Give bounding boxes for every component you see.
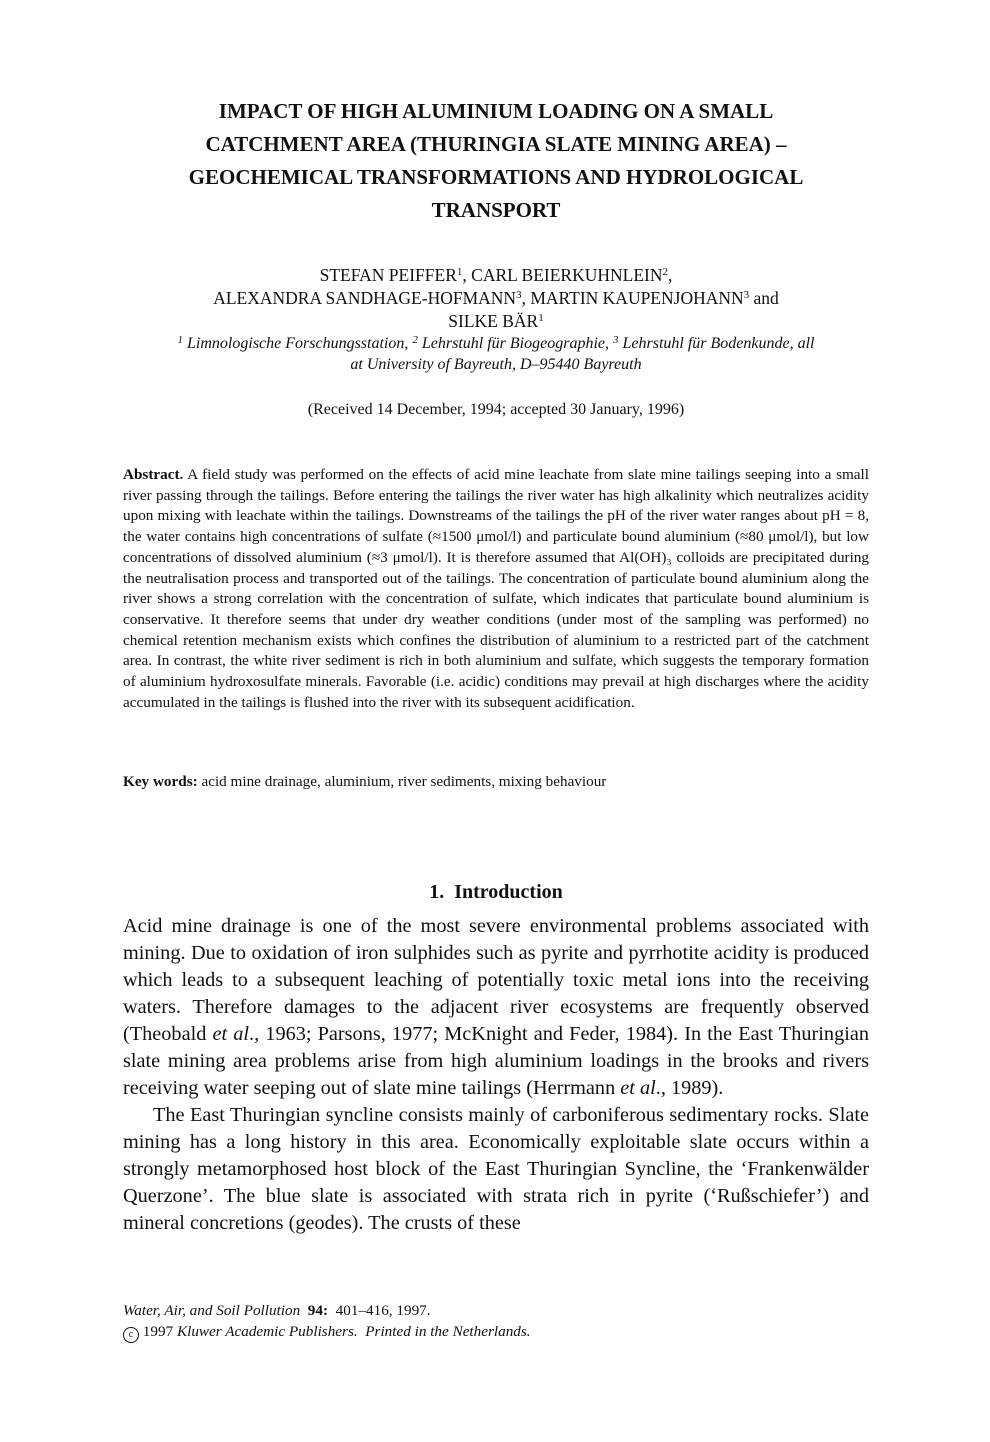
abstract-text: A field study was performed on the effects of acid mine leachate from slate mine tailings seeping into a small river passing through the tailings. Before entering the tailings the river water has high alkalinity which neutralizes acidity upon mixing with leachate within the tailings. Downstreams of the tailings the pH of the river water ranges about pH = 8, the water contains high concentrations of sulfate (≈1500 μmol/l) and particulate bound aluminium (≈80 μmol/l), but low concentrations of dissolved aluminium (≈3 μmol/l). It is therefore assumed that Al(OH)₃ colloids are precipitated during the neutralisation process and transported out of the tailings. The concentration of particulate bound aluminium along the river shows a strong correlation with the concentration of sulfate, which indicates that particulate bound aluminium is conservative. It therefore seems that under dry weather conditions (under most of the sampling was performed) no chemical retention mechanism exists which confines the distribution of aluminium to a restricted part of the catchment area. In contrast, the white river sediment is rich in both aluminium and sulfate, which suggests the temporary formation of aluminium hydroxosulfate minerals. Favorable (i.e. acidic) conditions may prevail at high discharges where the acidity accumulated in the tailings is flushed into the river with its subsequent acidification. [123, 466, 869, 711]
affil-mark: 1 [177, 334, 184, 346]
author-separator: , [668, 265, 673, 285]
paragraph-text: ., 1963; Parsons, 1977; McKnight and Feder, 1984). In the East Thuringian slate mining area problems arise from high aluminium loadings in the brooks and rivers receiving water seeping out of slate mine tailings (Herrmann [123, 1023, 869, 1099]
author-name: ALEXANDRA SANDHAGE-HOFMANN [213, 288, 517, 308]
publisher: Kluwer Academic Publishers. [176, 1323, 358, 1340]
affiliation-line [123, 333, 869, 354]
author-affil-mark: 3 [516, 289, 522, 301]
author-name: STEFAN PEIFFER [319, 265, 457, 285]
journal-volume: 94: [307, 1302, 329, 1319]
section-heading [123, 879, 869, 905]
affil-mark: 2 [412, 334, 418, 346]
author-separator: , [462, 265, 472, 285]
page-footer [123, 1300, 869, 1343]
citation-etal: et al [620, 1077, 656, 1099]
journal-name: Water, Air, and Soil Pollution [123, 1302, 301, 1319]
printed-note: Printed in the Netherlands. [365, 1323, 531, 1340]
author-line [123, 287, 869, 310]
copyright-line [123, 1321, 869, 1343]
author-affil-mark: 1 [538, 312, 544, 324]
author-affil-mark: 2 [662, 266, 668, 278]
journal-citation [123, 1300, 869, 1321]
copyright-icon: c [123, 1327, 139, 1343]
received-dates: (Received 14 December, 1994; accepted 30 January, 1996) [307, 401, 685, 418]
paragraph [123, 913, 869, 1102]
affiliation-text: Lehrstuhl für Bodenkunde, all [622, 335, 815, 352]
section-number: 1. [429, 880, 445, 903]
title-line: IMPACT OF HIGH ALUMINIUM LOADING ON A SMALL [218, 99, 774, 123]
citation-etal: et al [212, 1023, 250, 1045]
paper-title [123, 95, 869, 227]
author-list [123, 264, 869, 333]
paragraph: The East Thuringian syncline consists mainly of carboniferous sedimentary rocks. Slate mining has a long history in this area. Economically exploitable slate occurs within a strongly metamorphosed host block of the East Thuringian Syncline, the ‘Frankenwälder Querzone’. The blue slate is associated with strata rich in pyrite (‘Rußschiefer’) and mineral concretions (geodes). The crusts of these [123, 1104, 869, 1234]
author-affil-mark: 1 [456, 266, 463, 278]
affiliation-text: Lehrstuhl für Biogeographie, [421, 335, 609, 352]
affiliations [123, 333, 869, 375]
affiliation-line: at University of Bayreuth, D–95440 Bayreuth [350, 356, 642, 373]
title-line: TRANSPORT [431, 198, 561, 222]
title-line: GEOCHEMICAL TRANSFORMATIONS AND HYDROLOGICAL [188, 165, 804, 189]
keywords-label: Key words: [123, 773, 198, 790]
body-text [123, 913, 869, 1237]
author-name: SILKE BÄR [448, 311, 539, 331]
author-separator: , [521, 288, 531, 308]
paragraph-text: Acid mine drainage is one of the most severe environmental problems associated with mining. Due to oxidation of iron sulphides such as pyrite and pyrrhotite acidity is produced which leads to a subsequent leaching of potentially toxic metal ions into the receiving waters. Therefore damages to the adjacent river ecosystems are frequently observed (Theobald [123, 915, 869, 1045]
keywords-text: acid mine drainage, aluminium, river sediments, mixing behaviour [201, 773, 607, 790]
title-line: CATCHMENT AREA (THURINGIA SLATE MINING AREA) – [205, 132, 787, 156]
author-affil-mark: 3 [743, 289, 750, 301]
abstract-label: Abstract. [123, 466, 184, 483]
author-name: CARL BEIERKUHNLEIN [471, 265, 663, 285]
journal-pages: 401–416, 1997. [335, 1302, 431, 1319]
abstract [123, 465, 869, 713]
affiliation-text: Limnologische Forschungsstation, [187, 335, 409, 352]
affil-mark: 3 [612, 334, 619, 346]
keywords [123, 772, 869, 793]
author-line [123, 264, 869, 287]
author-separator: and [749, 288, 779, 308]
copyright-year: 1997 [142, 1323, 174, 1340]
section-title: Introduction [454, 880, 563, 903]
author-line [123, 310, 869, 333]
author-name: MARTIN KAUPENJOHANN [530, 288, 744, 308]
paragraph-text: ., 1989). [655, 1077, 724, 1099]
